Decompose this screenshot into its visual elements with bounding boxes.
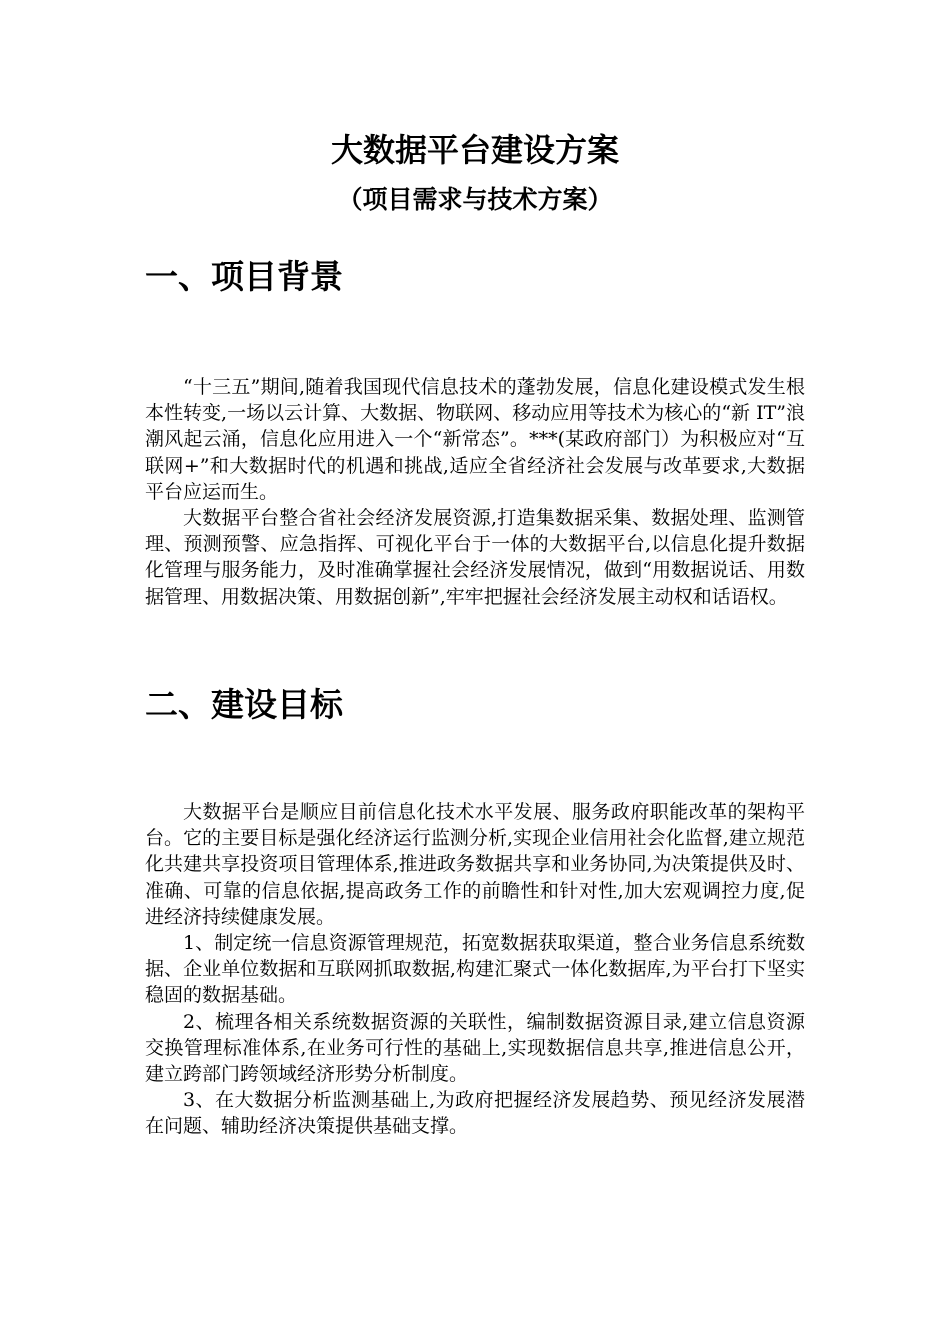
- paragraph: “十三五”期间,随着我国现代信息技术的蓬勃发展，信息化建设模式发生根本性转变,一场以云计算、大数据、物联网、移动应用等技术为核心的“新 IT”浪潮风起云涌，信息化应用进入一个“新常态”。***(某政府部门）为积极应对“互联网+”和大数据时代的机遇和挑战,适应全省经济社会发展与改革要求,大数据平台应运而生。: [145, 376, 805, 503]
- paragraph: 1、制定统一信息资源管理规范，拓宽数据获取渠道，整合业务信息系统数据、企业单位数据和互联网抓取数据,构建汇聚式一体化数据库,为平台打下坚实稳固的数据基础。: [145, 932, 805, 1007]
- section-background: [145, 374, 805, 610]
- section-heading-goals: 二、建设目标: [145, 685, 343, 724]
- paragraph: 3、在大数据分析监测基础上,为政府把握经济发展趋势、预见经济发展潜在问题、辅助经济决策提供基础支撑。: [145, 1089, 805, 1138]
- paragraph: 大数据平台整合省社会经济发展资源,打造集数据采集、数据处理、监测管理、预测预警、应急指挥、可视化平台于一体的大数据平台,以信息化提升数据化管理与服务能力，及时准确掌握社会经济发展情况，做到“用数据说话、用数据管理、用数据决策、用数据创新”,牢牢把握社会经济发展主动权和话语权。: [145, 507, 805, 608]
- section-heading-background: 一、项目背景: [145, 257, 343, 296]
- paragraph: 2、梳理各相关系统数据资源的关联性，编制数据资源目录,建立信息资源交换管理标准体系,在业务可行性的基础上,实现数据信息共享,推进信息公开，建立跨部门跨领域经济形势分析制度。: [145, 1010, 805, 1086]
- document-title: 大数据平台建设方案: [330, 131, 619, 169]
- section-goals: [145, 799, 805, 1140]
- document-subtitle: （项目需求与技术方案）: [337, 185, 613, 214]
- paragraph: 大数据平台是顺应目前信息化技术水平发展、服务政府职能改革的架构平台。它的主要目标是强化经济运行监测分析,实现企业信用社会化监督,建立规范化共建共享投资项目管理体系,推进政务数据共享和业务协同,为决策提供及时、准确、可靠的信息依据,提高政务工作的前瞻性和针对性,加大宏观调控力度,促进经济持续健康发展。: [145, 801, 805, 928]
